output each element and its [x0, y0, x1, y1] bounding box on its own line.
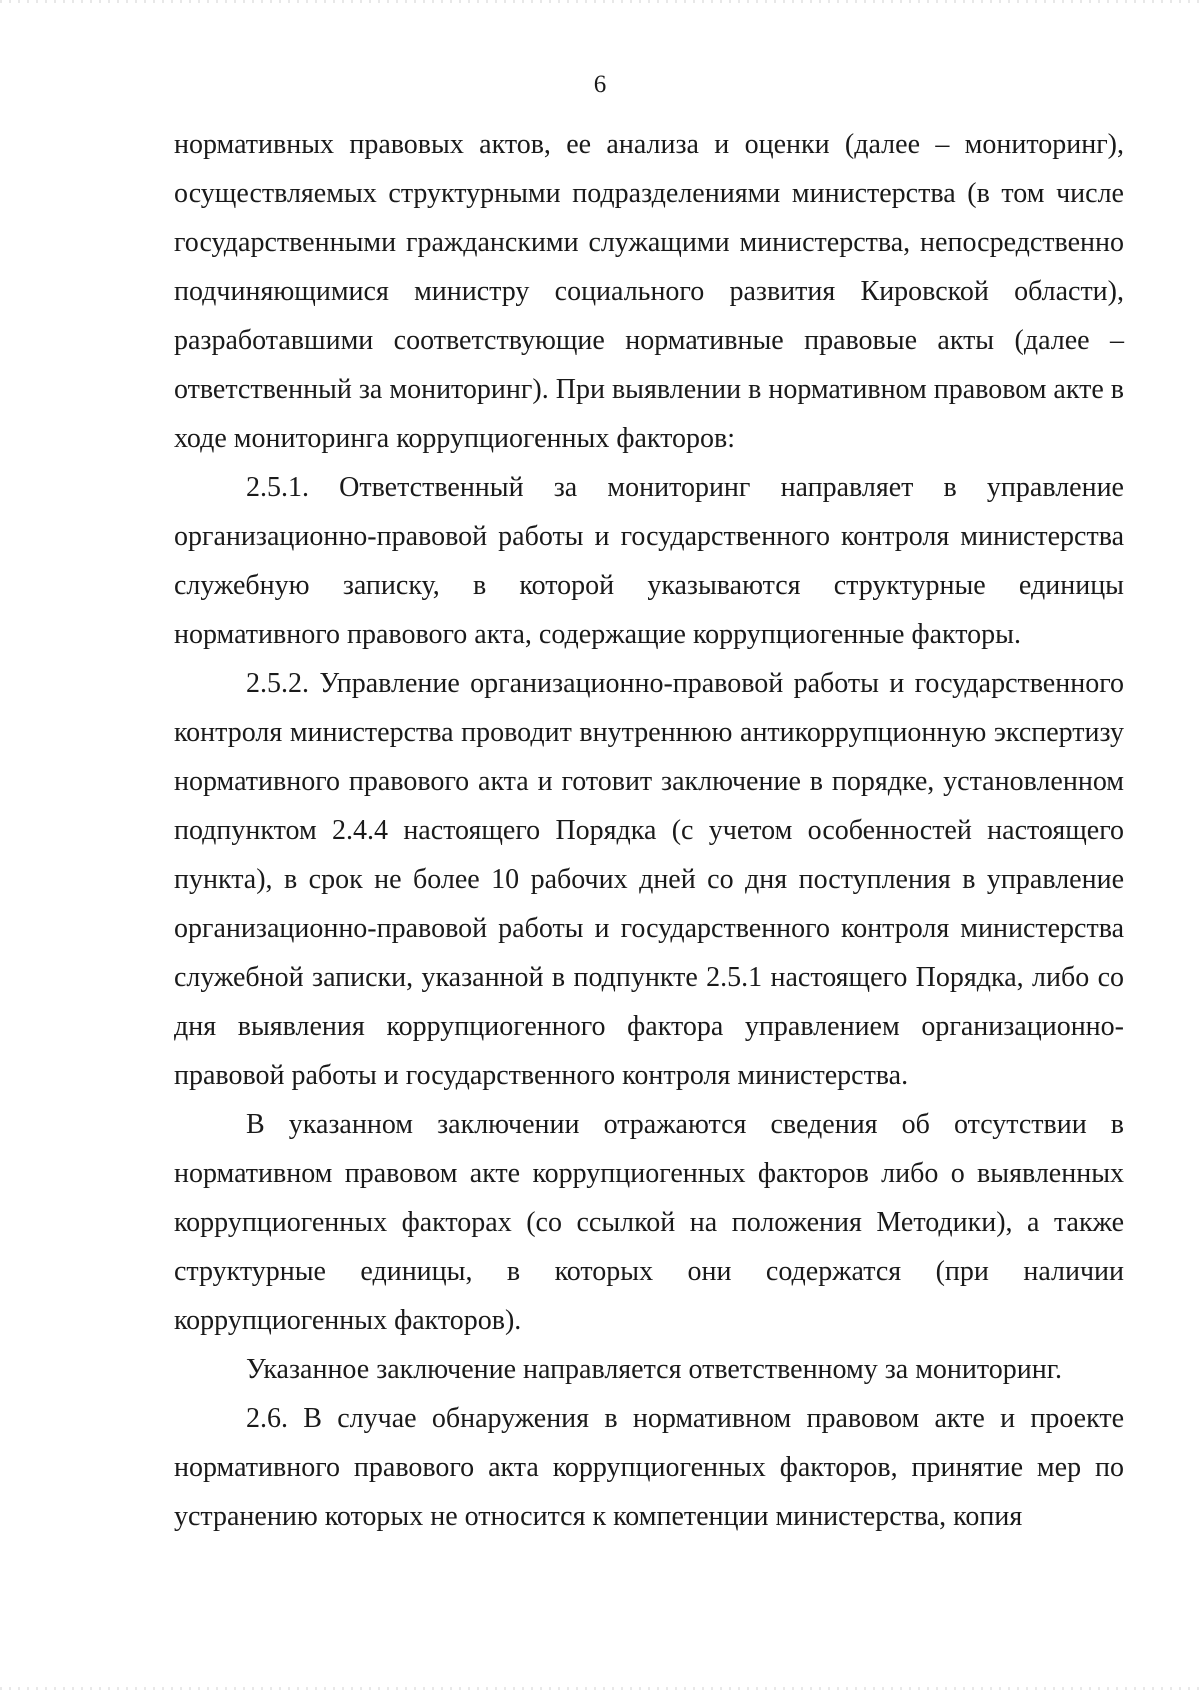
paragraph-continuation: нормативных правовых актов, ее анализа и оценки (далее – мониторинг), осуществляемых структурными подразделениями министерства (в том числе государственными гражданскими служащими министерства, непосредственно подчиняющимися министру социального развития Кировской области), разработавшими соответствующие нормативные правовые акты (далее – ответственный за мониторинг). При выявлении в нормативном правовом акте в ходе мониторинга коррупциогенных факторов: [174, 129, 1124, 454]
scan-edge-bottom [0, 1687, 1200, 1690]
paragraph-conclusion-sent: Указанное заключение направляется ответственному за мониторинг. [246, 1354, 1063, 1385]
paragraph-2-5-1: 2.5.1. Ответственный за мониторинг направляет в управление организационно-правовой работы и государственного контроля министерства служебную записку, в которой указываются структурные единицы нормативного правового акта, содержащие коррупциогенные факторы. [174, 472, 1124, 650]
scan-edge-top [0, 0, 1200, 3]
document-body [174, 120, 1124, 1541]
page-number: 6 [593, 71, 607, 98]
paragraph-2-6: 2.6. В случае обнаружения в нормативном правовом акте и проекте нормативного правового акта коррупциогенных факторов, принятие мер по устранению которых не относится к компетенции министерства, копия [174, 1403, 1124, 1532]
paragraph-2-5-2: 2.5.2. Управление организационно-правовой работы и государственного контроля министерства проводит внутреннюю антикоррупционную экспертизу нормативного правового акта и готовит заключение в порядке, установленном подпунктом 2.4.4 настоящего Порядка (с учетом особенностей настоящего пункта), в срок не более 10 рабочих дней со дня поступления в управление организационно-правовой работы и государственного контроля министерства служебной записки, указанной в подпункте 2.5.1 настоящего Порядка, либо со дня выявления коррупциогенного фактора управлением организационно-правовой работы и государственного контроля министерства. [174, 668, 1124, 1091]
paragraph-conclusion-contents: В указанном заключении отражаются сведения об отсутствии в нормативном правовом акте коррупциогенных факторов либо о выявленных коррупциогенных факторах (со ссылкой на положения Методики), а также структурные единицы, в которых они содержатся (при наличии коррупциогенных факторов). [174, 1109, 1124, 1336]
